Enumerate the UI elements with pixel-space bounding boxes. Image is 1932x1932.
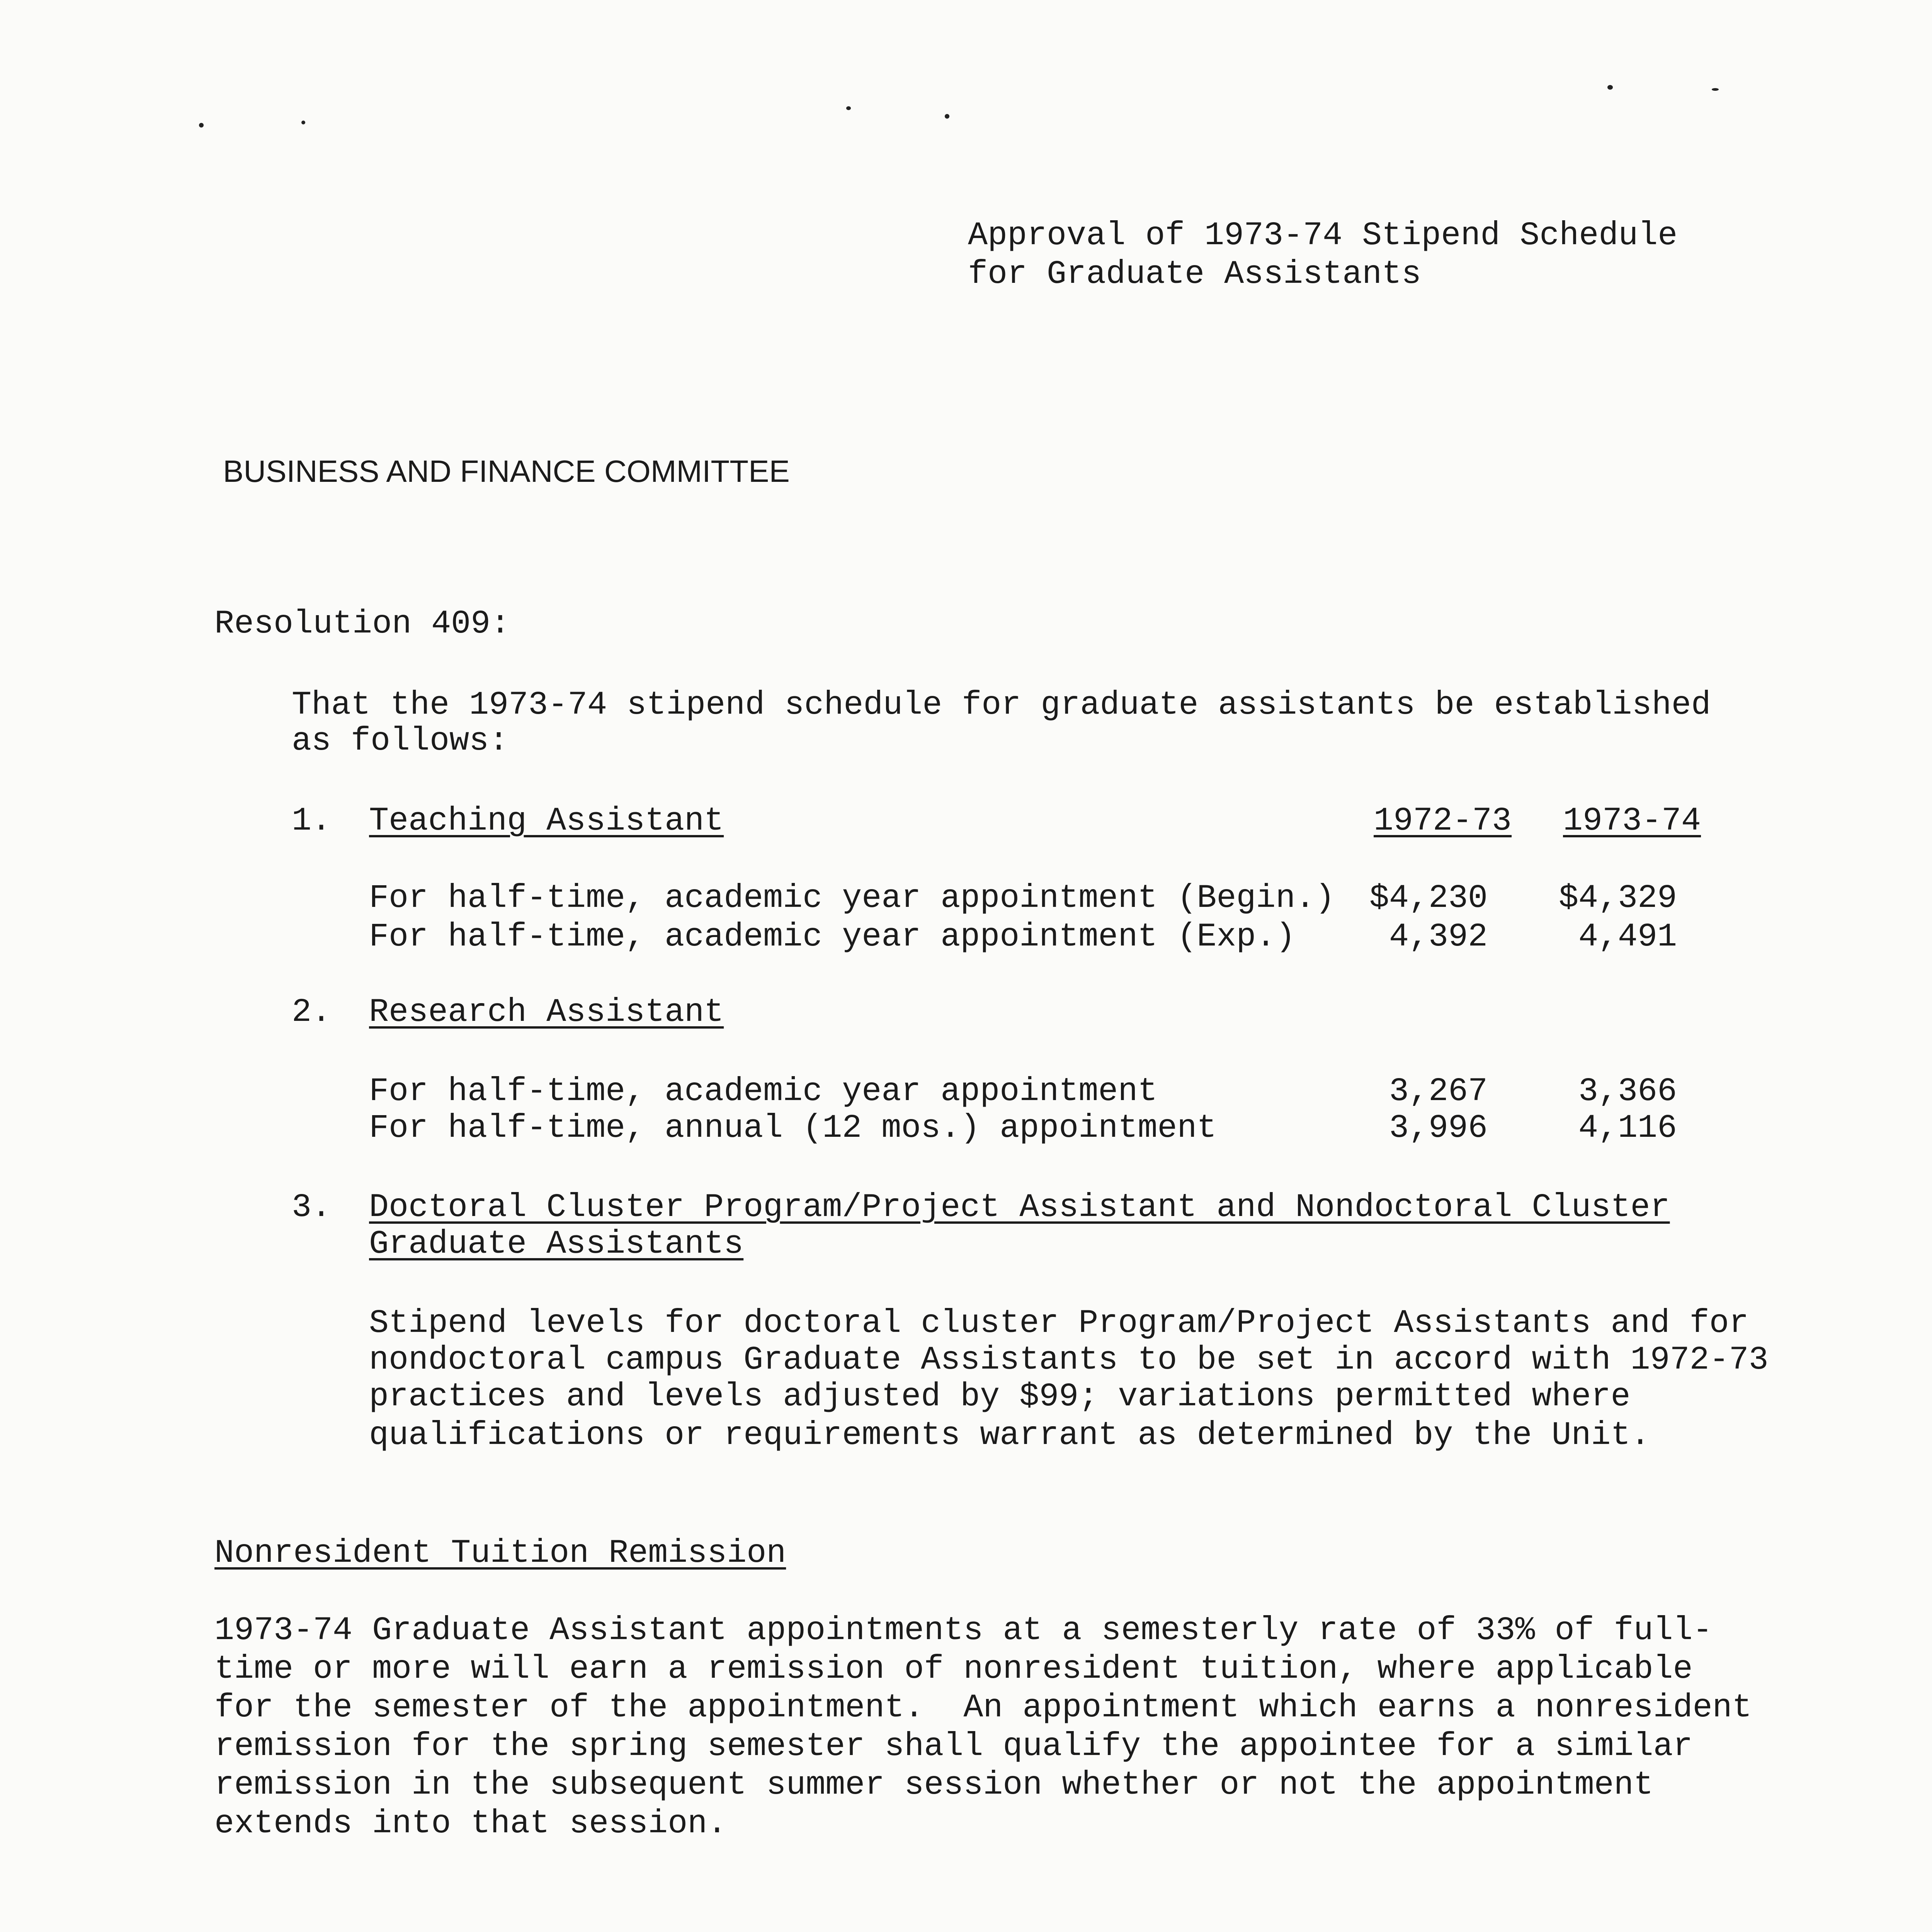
section-1-row-2-1973: 4,491: [1578, 918, 1677, 956]
section-1-row-1-1972: $4,230: [1369, 879, 1488, 917]
year-header-1972-73: 1972-73: [1374, 802, 1512, 840]
section-2-row-1-1973: 3,366: [1578, 1073, 1677, 1110]
document-title-line-2: for Graduate Assistants: [968, 255, 1422, 293]
section-1-row-1-1973: $4,329: [1558, 879, 1677, 917]
scan-speck: [945, 114, 949, 119]
scan-speck: [846, 106, 851, 110]
committee-name: BUSINESS AND FINANCE COMMITTEE: [223, 454, 790, 488]
year-header-1973-74: 1973-74: [1563, 802, 1701, 840]
scan-speck: [1712, 88, 1719, 91]
section-1-number: 1.: [292, 802, 332, 840]
section-1-title: Teaching Assistant: [369, 802, 724, 840]
section-1-row-2-1972: 4,392: [1389, 918, 1488, 956]
section-3-title-line-1: Doctoral Cluster Program/Project Assistant and Nondoctoral Cluster: [369, 1189, 1670, 1226]
tuition-paragraph-line-1: 1973-74 Graduate Assistant appointments at a semesterly rate of 33% of full-: [214, 1612, 1713, 1649]
section-3-paragraph-line-3: practices and levels adjusted by $99; variations permitted where: [369, 1378, 1631, 1415]
resolution-intro-line-2: as follows:: [292, 722, 509, 760]
section-3-paragraph-line-2: nondoctoral campus Graduate Assistants to be set in accord with 1972-73: [369, 1341, 1769, 1379]
section-2-title: Research Assistant: [369, 993, 724, 1031]
section-2-row-2-label: For half-time, annual (12 mos.) appointment: [369, 1109, 1217, 1147]
tuition-paragraph-line-6: extends into that session.: [214, 1805, 727, 1842]
tuition-paragraph-line-3: for the semester of the appointment. An appointment which earns a nonresident: [214, 1689, 1752, 1726]
section-3-paragraph-line-4: qualifications or requirements warrant as determined by the Unit.: [369, 1417, 1650, 1454]
section-2-row-2-1972: 3,996: [1389, 1109, 1488, 1147]
section-3-title-line-2: Graduate Assistants: [369, 1225, 744, 1263]
tuition-heading: Nonresident Tuition Remission: [214, 1534, 786, 1572]
tuition-paragraph-line-5: remission in the subsequent summer session whether or not the appointment: [214, 1766, 1653, 1804]
section-2-row-1-1972: 3,267: [1389, 1073, 1488, 1110]
resolution-label: Resolution 409:: [214, 605, 510, 643]
section-3-number: 3.: [292, 1189, 332, 1226]
section-3-paragraph-line-1: Stipend levels for doctoral cluster Program/Project Assistants and for: [369, 1304, 1749, 1342]
section-2-row-2-1973: 4,116: [1578, 1109, 1677, 1147]
resolution-intro-line-1: That the 1973-74 stipend schedule for graduate assistants be established: [292, 686, 1711, 724]
section-1-row-1-label: For half-time, academic year appointment (Begin.): [369, 879, 1335, 917]
section-2-number: 2.: [292, 993, 332, 1031]
scan-speck: [199, 123, 204, 128]
scan-speck: [301, 121, 305, 124]
scan-speck: [1607, 85, 1613, 90]
tuition-paragraph-line-4: remission for the spring semester shall qualify the appointee for a similar: [214, 1728, 1693, 1765]
document-title-line-1: Approval of 1973-74 Stipend Schedule: [968, 217, 1678, 254]
tuition-paragraph-line-2: time or more will earn a remission of nonresident tuition, where applicable: [214, 1650, 1693, 1688]
section-1-row-2-label: For half-time, academic year appointment (Exp.): [369, 918, 1296, 956]
section-2-row-1-label: For half-time, academic year appointment: [369, 1073, 1158, 1110]
